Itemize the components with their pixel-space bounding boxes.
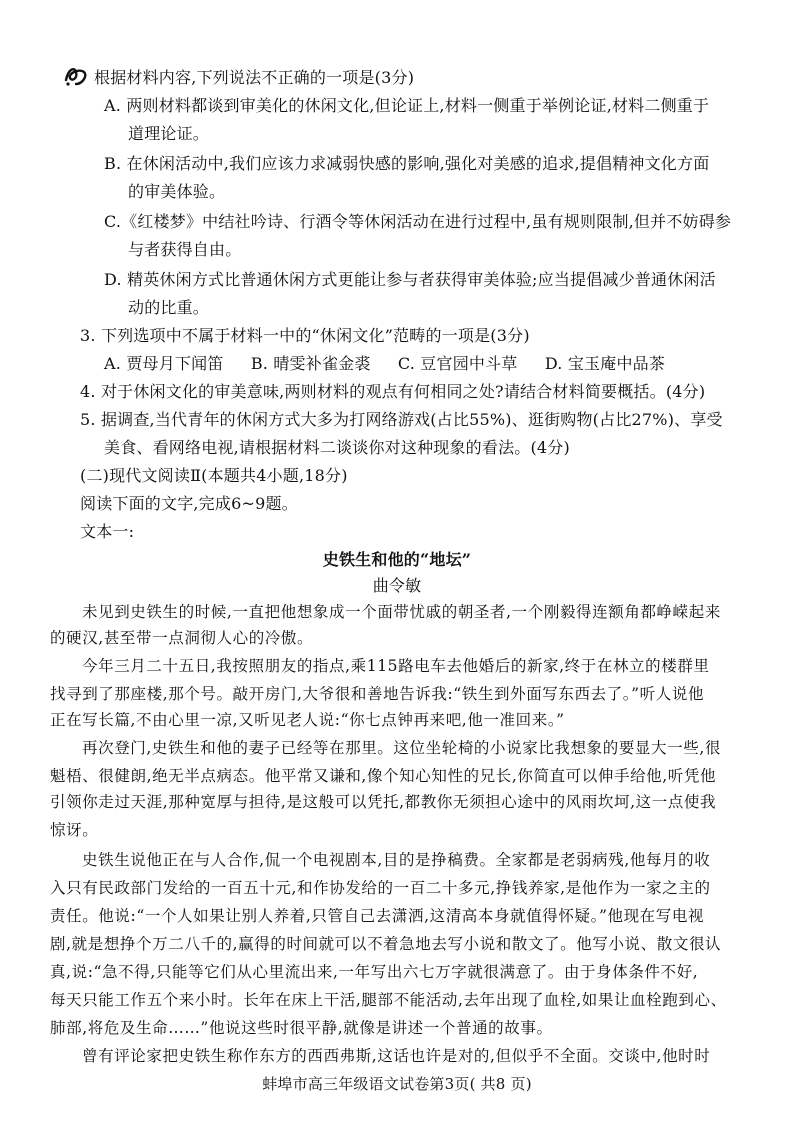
question-3-stem: 3. 下列选项中不属于材料一中的“休闲文化”范畴的一项是(3分) (80, 326, 530, 345)
article-line: 剧,就是想挣个万二八千的,赢得的时间就可以不着急地去写小说和散文了。他写小说、散文很认 (50, 935, 722, 953)
question-2-option-a-line1: A. 两则材料都谈到审美化的休闲文化,但论证上,材料一侧重于举例论证,材料二侧重于 (104, 96, 710, 115)
question-2-option-c-line1: C.《红楼梦》中结社吟诗、行酒令等休闲活动在进行过程中,虽有规则限制,但并不妨碍参 (104, 212, 732, 231)
question-4: 4. 对于休闲文化的审美意味,两则材料的观点有何相同之处?请结合材料简要概括。(4分) (80, 382, 706, 401)
article-line: 惊讶。 (50, 821, 99, 839)
article-line: 正在写长篇,不由心里一凉,又听见老人说:“你七点钟再来吧,他一准回来。” (50, 711, 565, 729)
article-line: 责任。他说:“一个人如果让别人养着,只管自己去潇洒,这清高本身就值得怀疑。”他现在写电视 (50, 907, 705, 925)
question-2-option-b-line1: B. 在休闲活动中,我们应该力求减弱快感的影响,强化对美感的追求,提倡精神文化方面 (104, 154, 710, 173)
article-line: 入只有民政部门发给的一百五十元,和作协发给的一百二十多元,挣钱养家,是他作为一家之主的 (50, 879, 711, 897)
article-title: 史铁生和他的“地坛” (322, 550, 472, 569)
question-3-option-d: D. 宝玉庵中品茶 (544, 354, 666, 373)
article-line: 的硬汉,甚至带一点洞彻人心的冷傲。 (50, 629, 314, 647)
text-one-label: 文本一: (80, 522, 135, 541)
question-3-option-b: B. 晴雯补雀金裘 (250, 354, 371, 373)
question-5-line1: 5. 据调查,当代青年的休闲方式大多为打网络游戏(占比55%)、逛街购物(占比27%)、享受 (80, 410, 723, 429)
article-line: 未见到史铁生的时候,一直把他想象成一个面带忧戚的朝圣者,一个刚毅得连额角都峥嵘起来 (82, 603, 721, 621)
article-line: 找寻到了那座楼,那个号。敲开房门,大爷很和善地告诉我:“铁生到外面写东西去了。”听人说他 (50, 685, 705, 703)
article-line: 肺部,将危及生命……”他说这些时很平静,就像是讲述一个普通的故事。 (50, 1019, 553, 1037)
question-2-option-a-line2: 道理论证。 (128, 124, 210, 143)
article-line: 今年三月二十五日,我按照朋友的指点,乘115路电车去他婚后的新家,终于在林立的楼群里 (82, 657, 710, 675)
question-2-stem: 根据材料内容,下列说法不正确的一项是(3分) (94, 68, 415, 87)
article-line: 史铁生说他正在与人合作,侃一个电视剧本,目的是挣稿费。全家都是老弱病残,他每月的收 (82, 851, 711, 869)
article-line: 引领你走过天涯,那种宽厚与担待,是这般可以凭托,都教你无须担心途中的风雨坎坷,这一点使我 (50, 793, 717, 811)
question-5-line2: 美食、看网络电视,请根据材料二谈谈你对这种现象的看法。(4分) (104, 438, 570, 457)
question-2-option-c-line2: 与者获得自由。 (128, 240, 242, 259)
article-author: 曲令敏 (372, 576, 422, 595)
article-line: 真,说:“急不得,只能等它们从心里流出来,一年写出六七万字就很满意了。由于身体条件不好, (50, 963, 699, 981)
reading-instruction: 阅读下面的文字,完成6~9题。 (80, 494, 298, 513)
article-line: 再次登门,史铁生和他的妻子已经等在那里。这位坐轮椅的小说家比我想象的要显大一些,很 (82, 739, 721, 757)
question-3-options (104, 354, 665, 374)
article-line: 魁梧、很健朗,绝无半点病态。他平常又谦和,像个知心知性的兄长,你简直可以伸手给他,听凭他 (50, 767, 717, 785)
article-line: 曾有评论家把史铁生称作东方的西西弗斯,这话也许是对的,但似乎不全面。交谈中,他时时 (82, 1047, 711, 1065)
handwritten-mark-icon (62, 62, 90, 88)
question-2-option-d-line2: 动的比重。 (128, 298, 210, 317)
article-line: 每天只能工作五个来小时。长年在床上干活,腿部不能活动,去年出现了血栓,如果让血栓跑到心、 (50, 991, 727, 1009)
question-2-option-d-line1: D. 精英休闲方式比普通休闲方式更能让参与者获得审美体验;应当提倡减少普通休闲活 (104, 270, 716, 289)
question-3-option-a: A. 贾母月下闻笛 (104, 354, 224, 373)
question-2-option-b-line2: 的审美体验。 (128, 182, 226, 201)
question-3-option-c: C. 豆官园中斗草 (397, 354, 518, 373)
section-heading: (二)现代文阅读Ⅱ(本题共4小题,18分) (80, 466, 348, 485)
page-footer: 蚌埠市高三年级语文试卷第3页( 共8 页) (262, 1075, 532, 1093)
